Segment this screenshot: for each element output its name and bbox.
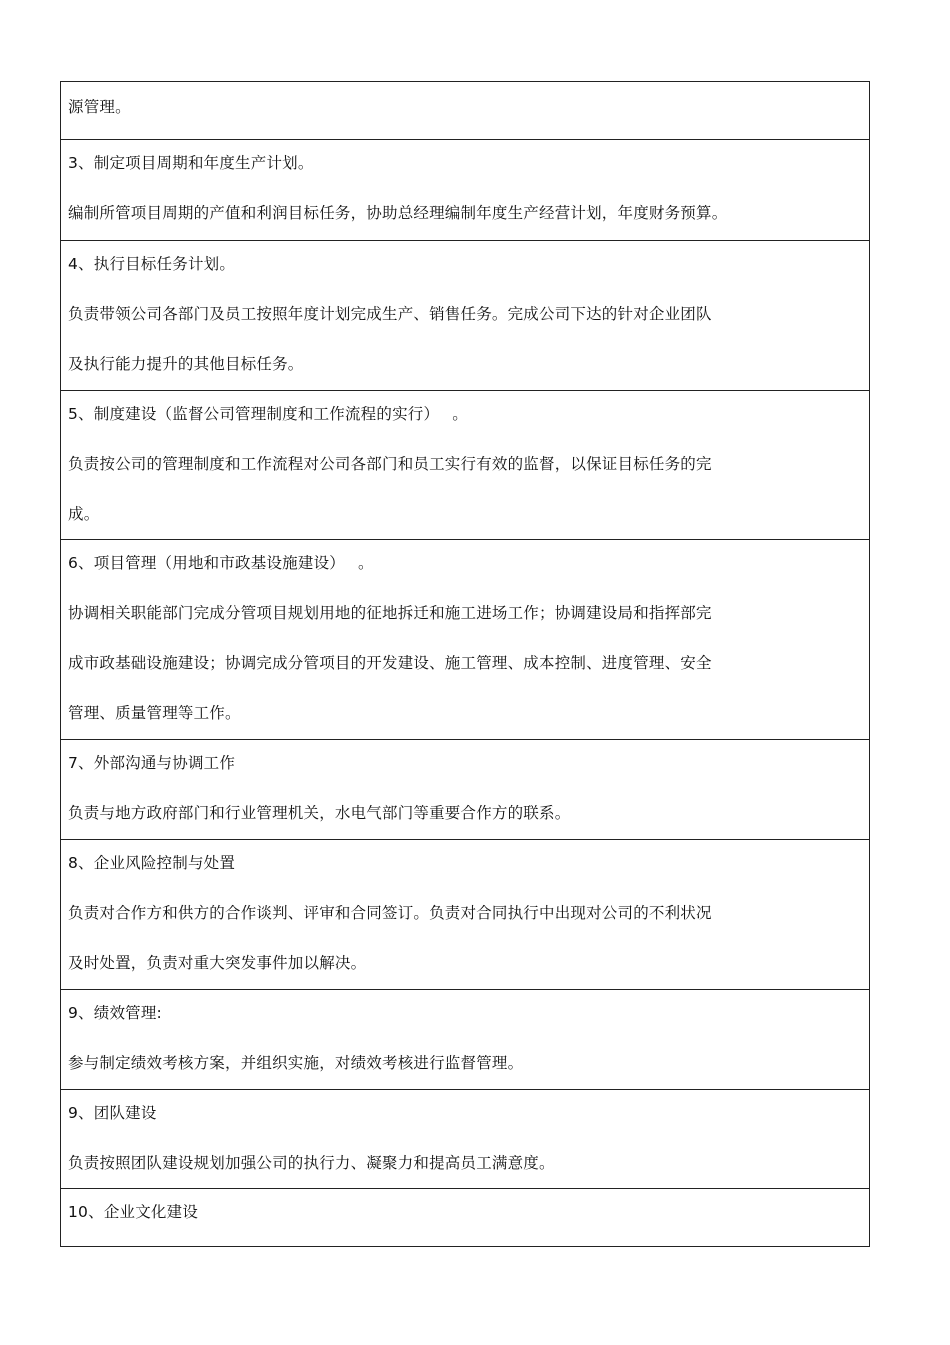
row-text-line: 负责与地方政府部门和行业管理机关，水电气部门等重要合作方的联系。: [68, 804, 571, 822]
duties-table: [60, 81, 870, 1247]
table-row: [61, 390, 869, 539]
table-row: [61, 539, 869, 739]
row-heading: 9、绩效管理:: [68, 1004, 162, 1022]
row-text-line: 及执行能力提升的其他目标任务。: [68, 355, 304, 373]
row-heading: 8、企业风险控制与处置: [68, 854, 236, 872]
row-heading: 3、制定项目周期和年度生产计划。: [68, 154, 314, 172]
table-row: [61, 139, 869, 240]
table-row: [61, 240, 869, 390]
table-row: [61, 82, 869, 139]
row-heading: 4、执行目标任务计划。: [68, 255, 236, 273]
row-text-line: 协调相关职能部门完成分管项目规划用地的征地拆迁和施工进场工作；协调建设局和指挥部完: [68, 604, 712, 622]
row-text-line: 成市政基础设施建设；协调完成分管项目的开发建设、施工管理、成本控制、进度管理、安全: [68, 654, 712, 672]
row-text-line: 负责对合作方和供方的合作谈判、评审和合同签订。负责对合同执行中出现对公司的不利状况: [68, 904, 712, 922]
row-text-line: 负责带领公司各部门及员工按照年度计划完成生产、销售任务。完成公司下达的针对企业团队: [68, 305, 712, 323]
row-text-line: 负责按公司的管理制度和工作流程对公司各部门和员工实行有效的监督，以保证目标任务的完: [68, 455, 712, 473]
row-heading: 7、外部沟通与协调工作: [68, 754, 236, 772]
table-row: [61, 1188, 869, 1246]
table-row: [61, 739, 869, 839]
row-text-line: 管理、质量管理等工作。: [68, 704, 241, 722]
row-text-line: 源管理。: [68, 98, 131, 116]
table-row: [61, 989, 869, 1089]
table-row: [61, 1089, 869, 1188]
row-heading: 5、制度建设（监督公司管理制度和工作流程的实行） 。: [68, 405, 468, 423]
row-text-line: 负责按照团队建设规划加强公司的执行力、凝聚力和提高员工满意度。: [68, 1154, 555, 1172]
row-heading: 9、团队建设: [68, 1104, 157, 1122]
table-row: [61, 839, 869, 989]
row-text-line: 及时处置，负责对重大突发事件加以解决。: [68, 954, 367, 972]
row-heading: 6、项目管理（用地和市政基设施建设） 。: [68, 554, 374, 572]
row-text-line: 编制所管项目周期的产值和利润目标任务，协助总经理编制年度生产经营计划，年度财务预算。: [68, 204, 728, 222]
row-text-line: 成。: [68, 505, 100, 523]
row-heading: 10、企业文化建设: [68, 1203, 199, 1221]
row-text-line: 参与制定绩效考核方案，并组织实施，对绩效考核进行监督管理。: [68, 1054, 524, 1072]
